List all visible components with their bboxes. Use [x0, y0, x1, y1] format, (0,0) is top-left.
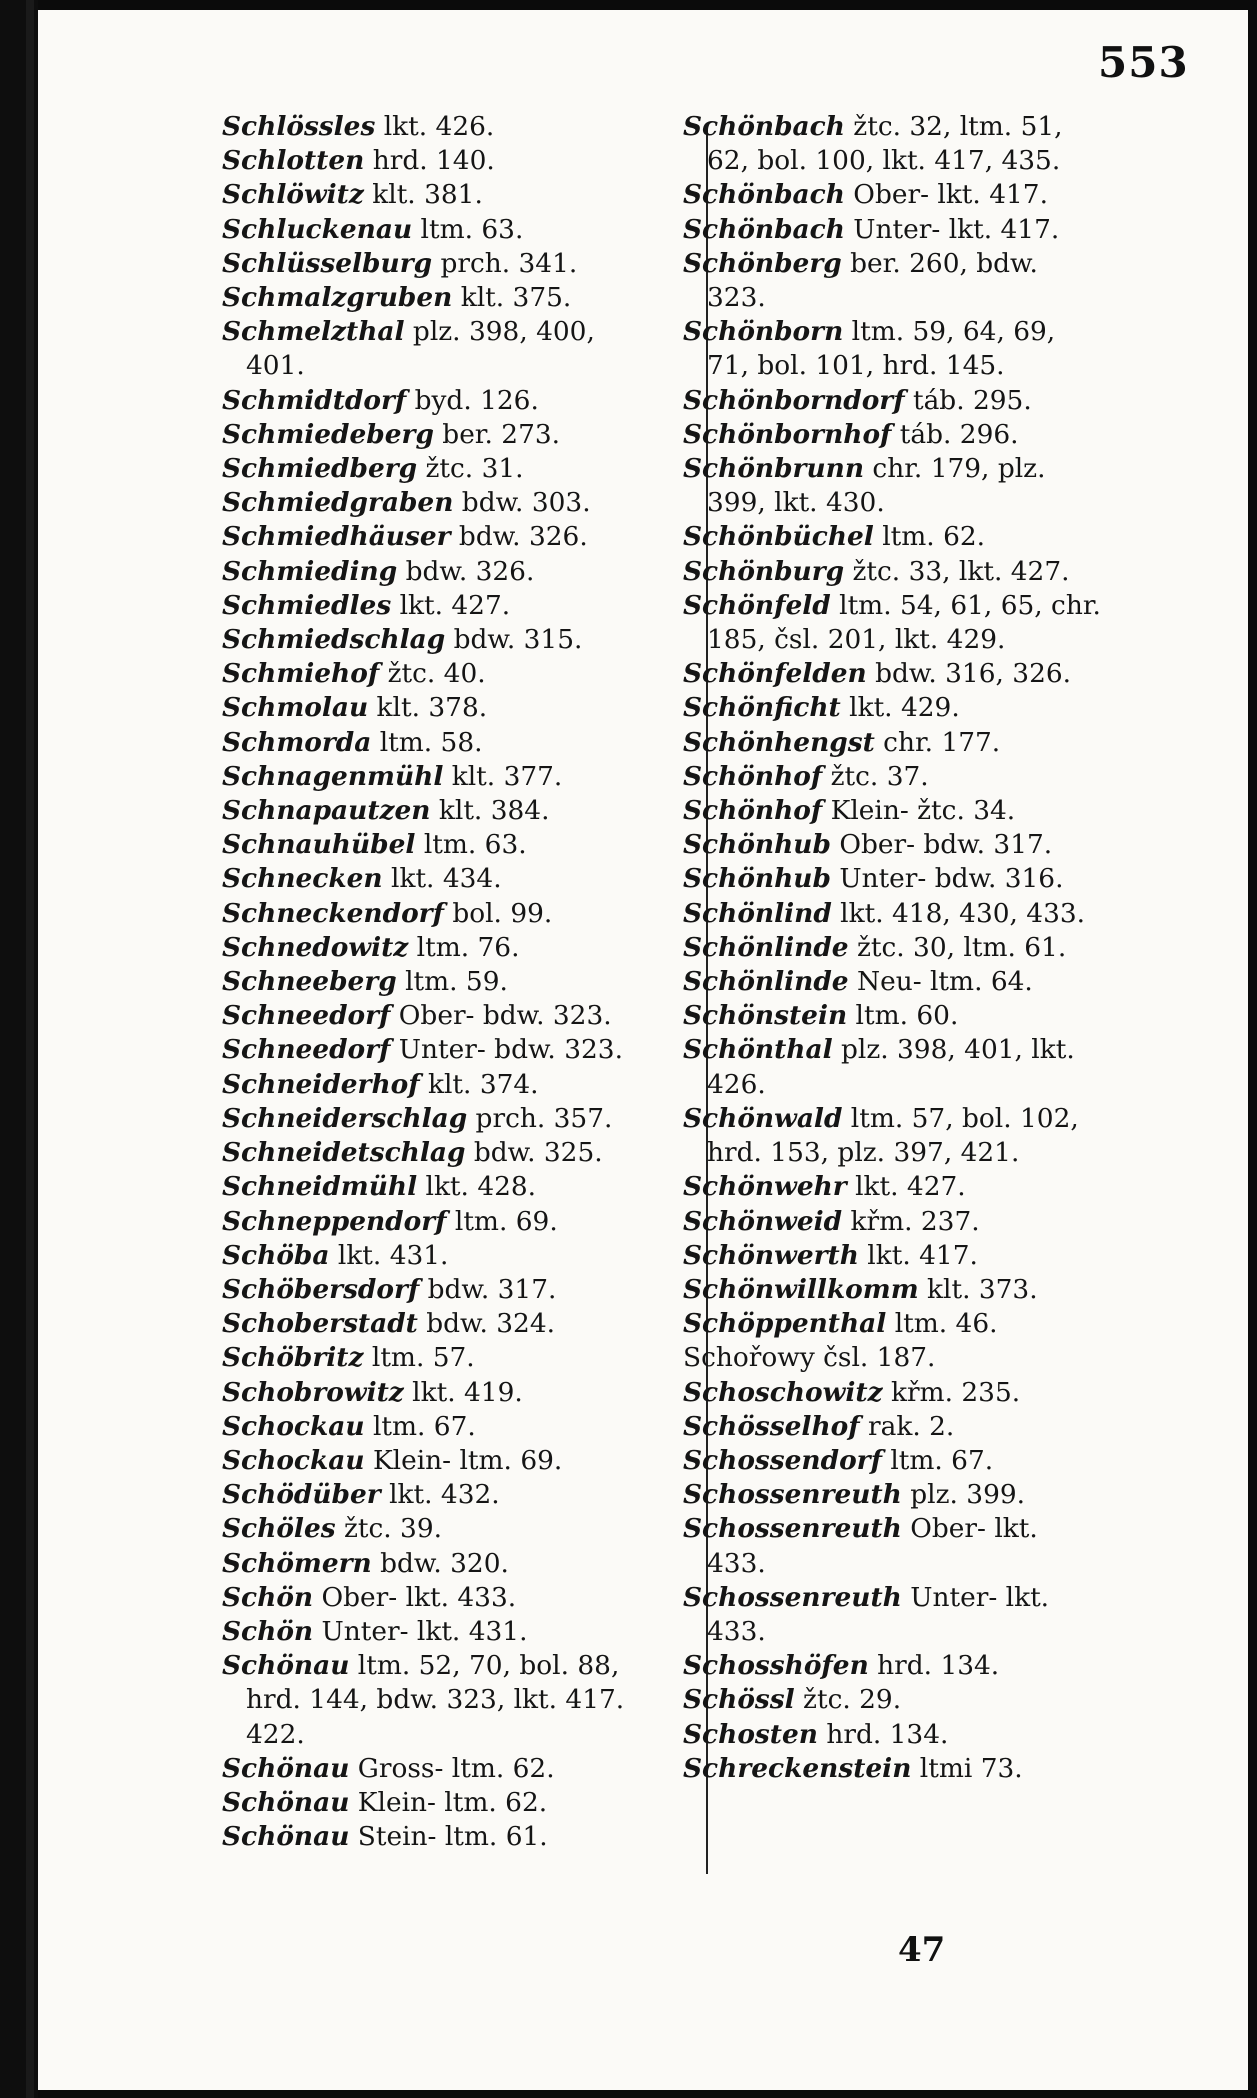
- index-entry: [222, 1786, 652, 1820]
- entry-placename: Schönhub: [683, 863, 831, 895]
- entry-reference: žtc. 33, lkt. 427.: [844, 555, 1070, 587]
- index-entry: [683, 110, 1103, 178]
- entry-placename: Schönthal: [683, 1034, 833, 1066]
- index-entry: [222, 452, 652, 486]
- entry-placename: Schönficht: [683, 692, 841, 724]
- index-entry: [683, 178, 1103, 212]
- entry-placename: Schönhub: [683, 829, 831, 861]
- index-entry: [222, 247, 652, 281]
- index-entry: [222, 520, 652, 554]
- index-entry: [222, 1512, 652, 1546]
- entry-reference: bol. 99.: [443, 897, 553, 929]
- entry-placename: Schmiedberg: [222, 453, 418, 485]
- entry-placename: Schönlinde: [683, 966, 849, 998]
- entry-reference: ltm. 54, 61, 65, chr. 185, čsl. 201, lkt. 429.: [707, 589, 1101, 656]
- entry-reference: ltm. 67.: [364, 1410, 476, 1442]
- entry-placename: Schlotten: [222, 145, 365, 177]
- entry-reference: chr. 179, plz. 399, lkt. 430.: [707, 453, 1046, 519]
- entry-placename: Schmiedeberg: [222, 418, 434, 450]
- entry-reference: Ober- lkt. 417.: [844, 179, 1048, 211]
- entry-placename: Schoberstadt: [222, 1308, 418, 1340]
- entry-placename: Schnedowitz: [222, 931, 409, 963]
- entry-placename: Schmieding: [222, 555, 398, 587]
- entry-placename: Schönfeld: [683, 589, 831, 621]
- index-entry: [222, 760, 652, 794]
- entry-reference: hrd. 140.: [364, 145, 495, 177]
- index-entry: [222, 999, 652, 1033]
- index-entry: [683, 452, 1103, 520]
- entry-reference: plz. 398, 400, 401.: [246, 316, 595, 382]
- entry-reference: Gross- ltm. 62.: [349, 1752, 555, 1784]
- entry-placename: Schnecken: [222, 863, 383, 895]
- index-entry: [683, 555, 1103, 589]
- index-entry: [683, 213, 1103, 247]
- entry-placename: Schmalzgruben: [222, 282, 453, 314]
- entry-reference: bdw. 316, 326.: [866, 658, 1072, 690]
- entry-reference: ber. 260, bdw. 323.: [707, 247, 1038, 314]
- index-entry: [683, 418, 1103, 452]
- entry-reference: klt. 381.: [363, 179, 483, 211]
- index-entry: [222, 1205, 652, 1239]
- entry-placename: Schockau: [222, 1444, 365, 1476]
- entry-placename: Schönau: [222, 1821, 350, 1853]
- index-entry: [222, 418, 652, 452]
- entry-placename: Schosten: [683, 1718, 818, 1750]
- entry-placename: Schneckendorf: [222, 897, 444, 929]
- index-entry: [683, 1205, 1103, 1239]
- index-entry: [683, 760, 1103, 794]
- entry-placename: Schossenreuth: [683, 1479, 902, 1511]
- entry-reference: rak. 2.: [859, 1410, 955, 1442]
- index-entry: [222, 1820, 652, 1854]
- index-entry: [683, 1752, 1103, 1786]
- entry-placename: Schmiedgraben: [222, 487, 454, 519]
- index-entry: [222, 931, 652, 965]
- entry-reference: Neu- ltm. 64.: [848, 966, 1033, 998]
- entry-reference: lkt. 431.: [329, 1239, 449, 1271]
- index-entry: [683, 1102, 1103, 1170]
- entry-reference: Ober- lkt. 433.: [313, 1581, 517, 1613]
- index-entry: [222, 1581, 652, 1615]
- entry-reference: lkt. 427.: [391, 589, 511, 621]
- entry-placename: Schneidetschlag: [222, 1137, 466, 1169]
- index-entry: [222, 315, 652, 383]
- entry-placename: Schneeberg: [222, 966, 397, 998]
- entry-placename: Schönwehr: [683, 1171, 847, 1203]
- entry-reference: bdw. 326.: [397, 555, 535, 587]
- entry-reference: hrd. 134.: [817, 1718, 949, 1750]
- entry-placename: Schmorda: [222, 726, 372, 758]
- entry-placename: Schreckenstein: [683, 1752, 912, 1784]
- entry-reference: ltm. 57, bol. 102, hrd. 153, plz. 397, 421.: [707, 1102, 1079, 1169]
- entry-reference: táb. 295.: [904, 384, 1032, 416]
- index-entry: [222, 1547, 652, 1581]
- index-entry: [683, 1273, 1103, 1307]
- index-entry: [222, 794, 652, 828]
- entry-placename: Schön: [222, 1615, 314, 1647]
- index-entry: [222, 1102, 652, 1136]
- entry-reference: ber. 273.: [433, 418, 561, 450]
- index-entry: [683, 1033, 1103, 1101]
- entry-reference: klt. 377.: [443, 760, 563, 792]
- entry-reference: ltm. 76.: [408, 931, 520, 963]
- index-entry: [683, 1581, 1103, 1649]
- index-entry: [222, 1068, 652, 1102]
- entry-placename: Schönstein: [683, 1000, 848, 1032]
- entry-placename: Schöles: [222, 1513, 336, 1545]
- entry-placename: Schönau: [222, 1752, 350, 1784]
- index-entry: [222, 1341, 652, 1375]
- index-entry: [683, 691, 1103, 725]
- entry-reference: klt. 378.: [368, 692, 488, 724]
- entry-reference: Stein- ltm. 61.: [349, 1821, 548, 1853]
- entry-reference: lkt. 429.: [840, 692, 960, 724]
- entry-reference: ltm. 67.: [881, 1444, 994, 1476]
- index-entry: [683, 1718, 1103, 1752]
- entry-placename: Schön: [222, 1581, 314, 1613]
- entry-reference: prch. 357.: [467, 1102, 613, 1134]
- entry-reference: Ober- bdw. 317.: [830, 829, 1053, 861]
- entry-placename: Schönau: [222, 1650, 350, 1682]
- entry-placename: Schockau: [222, 1410, 365, 1442]
- entry-placename: Schössl: [683, 1684, 795, 1716]
- right-column: [683, 110, 1103, 1786]
- entry-placename: Schönbach: [683, 179, 845, 211]
- index-entry: [683, 794, 1103, 828]
- entry-reference: ltm. 63.: [415, 829, 527, 861]
- index-entry: [683, 520, 1103, 554]
- entry-reference: lkt. 434.: [382, 863, 502, 895]
- entry-placename: Schluckenau: [222, 213, 413, 245]
- index-entry: [683, 1444, 1103, 1478]
- index-entry: [222, 1136, 652, 1170]
- entry-reference: ltm. 46.: [886, 1308, 998, 1340]
- entry-reference: Unter- lkt. 417.: [844, 213, 1060, 245]
- entry-reference: Unter- bdw. 316.: [830, 863, 1064, 895]
- entry-reference: Ober- lkt. 433.: [707, 1513, 1038, 1579]
- entry-reference: žtc. 37.: [822, 760, 929, 792]
- page-number: 553: [1098, 38, 1189, 87]
- entry-reference: klt. 384.: [430, 795, 550, 827]
- entry-reference: žtc. 40.: [379, 658, 486, 690]
- entry-reference: táb. 296.: [891, 418, 1019, 450]
- entry-placename: Schönwerth: [683, 1239, 859, 1271]
- index-entry: [222, 1376, 652, 1410]
- index-entry: [222, 1170, 652, 1204]
- entry-reference: plz. 398, 401, lkt. 426.: [707, 1034, 1075, 1100]
- index-entry: [222, 589, 652, 623]
- left-column: [222, 110, 652, 1854]
- entry-reference: bdw. 324.: [417, 1308, 556, 1340]
- entry-reference: ltm. 60.: [847, 1000, 959, 1032]
- entry-placename: Schnagenmühl: [222, 760, 444, 792]
- entry-placename: Schmiedschlag: [222, 624, 446, 656]
- entry-reference: žtc. 30, ltm. 61.: [848, 931, 1067, 963]
- spine-shadow: [26, 0, 34, 2098]
- entry-reference: klt. 375.: [452, 282, 572, 314]
- entry-reference: Klein- ltm. 62.: [349, 1786, 548, 1818]
- entry-reference: ltm. 62.: [873, 521, 986, 553]
- index-entry: [222, 110, 652, 144]
- index-entry: [683, 1376, 1103, 1410]
- entry-reference: lkt. 426.: [375, 111, 495, 142]
- index-entry: [683, 1239, 1103, 1273]
- index-entry: [222, 555, 652, 589]
- entry-reference: ltm. 59.: [396, 966, 508, 998]
- index-entry: [222, 623, 652, 657]
- entry-reference: Klein- žtc. 34.: [822, 795, 1016, 827]
- book-spine: [0, 0, 38, 2098]
- index-entry: [683, 999, 1103, 1033]
- entry-reference: Unter- bdw. 323.: [390, 1034, 623, 1066]
- index-entry: [683, 726, 1103, 760]
- entry-reference: lkt. 417.: [858, 1239, 978, 1271]
- entry-placename: Schneedorf: [222, 1034, 391, 1066]
- index-entry: [222, 965, 652, 999]
- entry-reference: čsl. 187.: [814, 1342, 936, 1374]
- index-entry: [683, 384, 1103, 418]
- entry-placename: Schönau: [222, 1786, 350, 1818]
- entry-placename: Schönbach: [683, 111, 845, 142]
- entry-placename: Schönwillkomm: [683, 1273, 919, 1305]
- entry-reference: bdw. 325.: [465, 1137, 603, 1169]
- entry-reference: bdw. 326.: [450, 521, 588, 553]
- index-entry: [683, 1341, 1103, 1375]
- index-entry: [222, 1410, 652, 1444]
- index-entry: [683, 657, 1103, 691]
- entry-placename: Schöppenthal: [683, 1308, 887, 1340]
- entry-placename: Schmiedhäuser: [222, 521, 451, 553]
- index-entry: [683, 1683, 1103, 1717]
- entry-placename: Schlöwitz: [222, 179, 364, 211]
- entry-reference: plz. 399.: [901, 1479, 1026, 1511]
- entry-reference: lkt. 427.: [846, 1171, 966, 1203]
- index-entry: [222, 726, 652, 760]
- entry-reference: ltmi 73.: [911, 1752, 1023, 1784]
- entry-placename: Schönhof: [683, 795, 823, 827]
- entry-placename: Schönbrunn: [683, 453, 865, 485]
- entry-placename: Schönweid: [683, 1205, 843, 1237]
- entry-placename: Schönbach: [683, 213, 845, 245]
- entry-reference: ltm. 59, 64, 69, 71, bol. 101, hrd. 145.: [707, 316, 1056, 382]
- entry-placename: Schmolau: [222, 692, 369, 724]
- entry-placename: Schmiehof: [222, 658, 380, 690]
- entry-reference: lkt. 419.: [403, 1376, 523, 1408]
- entry-placename: Schödüber: [222, 1479, 381, 1511]
- entry-reference: žtc. 32, ltm. 51, 62, bol. 100, lkt. 417, 435.: [707, 111, 1063, 177]
- entry-placename: Schobrowitz: [222, 1376, 404, 1408]
- index-entry: [222, 691, 652, 725]
- index-entry: [222, 1239, 652, 1273]
- index-entry: [222, 144, 652, 178]
- entry-placename: Schönbornhof: [683, 418, 892, 450]
- entry-placename: Schöbritz: [222, 1342, 364, 1374]
- entry-reference: ltm. 63.: [412, 213, 524, 245]
- entry-placename: Schöba: [222, 1239, 330, 1271]
- entry-reference: křm. 235.: [882, 1376, 1021, 1408]
- index-entry: [222, 1752, 652, 1786]
- entry-placename: Schneppendorf: [222, 1205, 447, 1237]
- entry-placename: Schořowy: [683, 1342, 815, 1374]
- index-entry: [683, 965, 1103, 999]
- index-entry: [683, 862, 1103, 896]
- entry-placename: Schönberg: [683, 247, 842, 279]
- index-entry: [222, 486, 652, 520]
- index-entry: [683, 1170, 1103, 1204]
- signature-mark: 47: [898, 1930, 946, 1970]
- entry-placename: Schönhof: [683, 760, 823, 792]
- index-entry: [222, 862, 652, 896]
- entry-placename: Schönlind: [683, 897, 832, 929]
- index-entry: [683, 1410, 1103, 1444]
- entry-reference: chr. 177.: [874, 726, 1001, 758]
- entry-reference: Unter- lkt. 431.: [313, 1615, 528, 1647]
- entry-placename: Schömern: [222, 1547, 372, 1579]
- index-entry: [683, 1307, 1103, 1341]
- entry-reference: lkt. 418, 430, 433.: [831, 897, 1086, 929]
- entry-reference: bdw. 317.: [419, 1273, 557, 1305]
- entry-reference: klt. 374.: [419, 1068, 539, 1100]
- index-entry: [683, 315, 1103, 383]
- entry-reference: žtc. 29.: [794, 1684, 902, 1716]
- entry-placename: Schneiderschlag: [222, 1102, 468, 1134]
- entry-reference: bdw. 320.: [371, 1547, 509, 1579]
- entry-placename: Schmidtdorf: [222, 384, 407, 416]
- index-entry: [222, 1033, 652, 1067]
- index-entry: [222, 1273, 652, 1307]
- entry-placename: Schlüsselburg: [222, 247, 433, 279]
- index-entry: [683, 1512, 1103, 1580]
- entry-reference: hrd. 134.: [868, 1650, 1000, 1682]
- entry-reference: Ober- bdw. 323.: [390, 1000, 612, 1032]
- index-entry: [222, 657, 652, 691]
- index-entry: [222, 281, 652, 315]
- entry-placename: Schmelzthal: [222, 316, 405, 348]
- entry-reference: Unter- lkt. 433.: [707, 1581, 1050, 1647]
- index-entry: [222, 1307, 652, 1341]
- index-entry: [222, 1615, 652, 1649]
- entry-placename: Schönborn: [683, 316, 844, 348]
- index-entry: [683, 1649, 1103, 1683]
- index-entry: [222, 213, 652, 247]
- entry-reference: prch. 341.: [432, 247, 578, 279]
- index-entry: [683, 589, 1103, 657]
- entry-placename: Schosshöfen: [683, 1650, 869, 1682]
- entry-placename: Schneidmühl: [222, 1171, 418, 1203]
- entry-placename: Schoschowitz: [683, 1376, 883, 1408]
- index-entry: [683, 931, 1103, 965]
- entry-reference: bdw. 315.: [445, 624, 583, 656]
- entry-placename: Schossendorf: [683, 1444, 882, 1476]
- entry-placename: Schmiedles: [222, 589, 392, 621]
- entry-reference: ltm. 58.: [371, 726, 483, 758]
- index-entry: [222, 1649, 652, 1752]
- entry-reference: křm. 237.: [842, 1205, 980, 1237]
- index-entry: [222, 1478, 652, 1512]
- index-entry: [222, 384, 652, 418]
- entry-reference: lkt. 432.: [380, 1479, 500, 1511]
- index-entry: [683, 897, 1103, 931]
- entry-placename: Schneiderhof: [222, 1068, 420, 1100]
- entry-placename: Schnauhübel: [222, 829, 416, 861]
- entry-placename: Schönwald: [683, 1102, 843, 1134]
- entry-reference: bdw. 303.: [453, 487, 591, 519]
- entry-placename: Schönlinde: [683, 931, 849, 963]
- index-entry: [683, 828, 1103, 862]
- entry-reference: byd. 126.: [406, 384, 539, 416]
- entry-placename: Schossenreuth: [683, 1581, 902, 1613]
- entry-reference: žtc. 31.: [417, 453, 524, 485]
- entry-reference: ltm. 57.: [363, 1342, 475, 1374]
- entry-placename: Schönburg: [683, 555, 845, 587]
- index-entry: [683, 247, 1103, 315]
- entry-reference: ltm. 69.: [446, 1205, 558, 1237]
- entry-placename: Schlössles: [222, 111, 376, 142]
- entry-reference: žtc. 39.: [335, 1513, 443, 1545]
- index-entry: [222, 828, 652, 862]
- entry-placename: Schönbüchel: [683, 521, 874, 553]
- entry-placename: Schösselhof: [683, 1410, 860, 1442]
- entry-placename: Schneedorf: [222, 1000, 391, 1032]
- entry-reference: klt. 373.: [918, 1273, 1038, 1305]
- index-entry: [683, 1478, 1103, 1512]
- entry-placename: Schnapautzen: [222, 795, 431, 827]
- entry-placename: Schöbersdorf: [222, 1273, 420, 1305]
- entry-placename: Schönhengst: [683, 726, 875, 758]
- index-entry: [222, 897, 652, 931]
- entry-placename: Schossenreuth: [683, 1513, 902, 1545]
- index-entry: [222, 178, 652, 212]
- entry-placename: Schönborndorf: [683, 384, 905, 416]
- entry-reference: ltm. 52, 70, bol. 88, hrd. 144, bdw. 323, lkt. 417. 422.: [246, 1650, 625, 1750]
- entry-placename: Schönfelden: [683, 658, 867, 690]
- entry-reference: Klein- ltm. 69.: [364, 1444, 563, 1476]
- index-entry: [222, 1444, 652, 1478]
- entry-reference: lkt. 428.: [417, 1171, 537, 1203]
